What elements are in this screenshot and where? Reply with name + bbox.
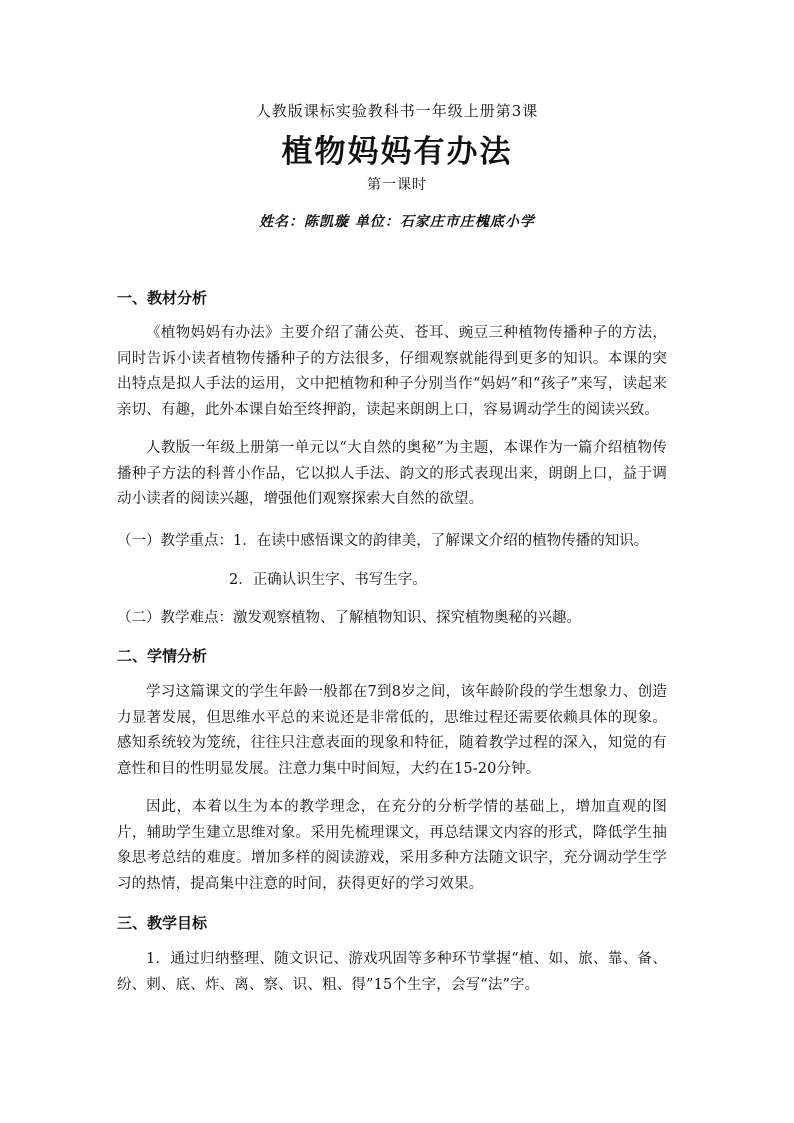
key-points-line-2: 2．正确认识生字、书写生字。 <box>229 572 427 588</box>
lesson-label: 第一课时 <box>367 177 427 193</box>
textbook-line: 人教版课标实验教科书一年级上册第3课 <box>255 102 539 120</box>
section-heading-analysis: 一、教材分析 <box>117 289 208 307</box>
section2-paragraph-2: 因此，本着以生为本的教学理念，在充分的分析学情的基础上，增加直观的图片，辅助学生建立思维对象。采用先梳理课文，再总结课文内容的形式，降低学生抽象思考总结的难度。增加多样的阅读游戏，采用多种方法随文识字，充分调动学生学习的热情，提高集中注意的时间，获得更好的学习效果。 <box>117 799 667 892</box>
section1-paragraph-1: 《植物妈妈有办法》主要介绍了蒲公英、苍耳、豌豆三种植物传播种子的方法，同时告诉小读者植物传播种子的方法很多，仔细观察就能得到更多的知识。本课的突出特点是拟人手法的运用，文中把植物和种子分别当作“妈妈”和“孩子”来写，读起来亲切、有趣，此外本课自始至终押韵，读起来朗朗上口，容易调动学生的阅读兴致。 <box>117 325 667 418</box>
section3-paragraph-1: 1．通过归纳整理、随文识记、游戏巩固等多种环节掌握“植、如、旅、靠、备、纷、刺、底、炸、离、察、识、粗、得”15个生字，会写“法”字。 <box>117 951 667 993</box>
difficulty-line: （二）教学难点：激发观察植物、了解植物知识、探究植物奥秘的兴趣。 <box>117 610 581 626</box>
page-title: 植物妈妈有办法 <box>281 134 513 170</box>
section-heading-students: 二、学情分析 <box>117 647 208 665</box>
section-heading-goals: 三、教学目标 <box>117 914 208 932</box>
author-line: 姓名：陈凯璇 单位：石家庄市庄槐底小学 <box>259 214 535 230</box>
section2-paragraph-1: 学习这篇课文的学生年龄一般都在7到8岁之间，该年龄阶段的学生想象力、创造力显著发展，但思维水平总的来说还是非常低的，思维过程还需要依赖具体的现象。感知系统较为笼统，往往只注意表面的现象和特征，随着教学过程的深入，知觉的有意性和目的性明显发展。注意力集中时间短，大约在15-20分钟。 <box>117 684 667 777</box>
section1-paragraph-2: 人教版一年级上册第一单元以“大自然的奥秘”为主题，本课作为一篇介绍植物传播种子方法的科普小作品，它以拟人手法、韵文的形式表现出来，朗朗上口，益于调动小读者的阅读兴趣，增强他们观察探索大自然的欲望。 <box>117 440 667 507</box>
key-points-line-1: （一）教学重点：1．在读中感悟课文的韵律美，了解课文介绍的植物传播的知识。 <box>117 533 649 549</box>
